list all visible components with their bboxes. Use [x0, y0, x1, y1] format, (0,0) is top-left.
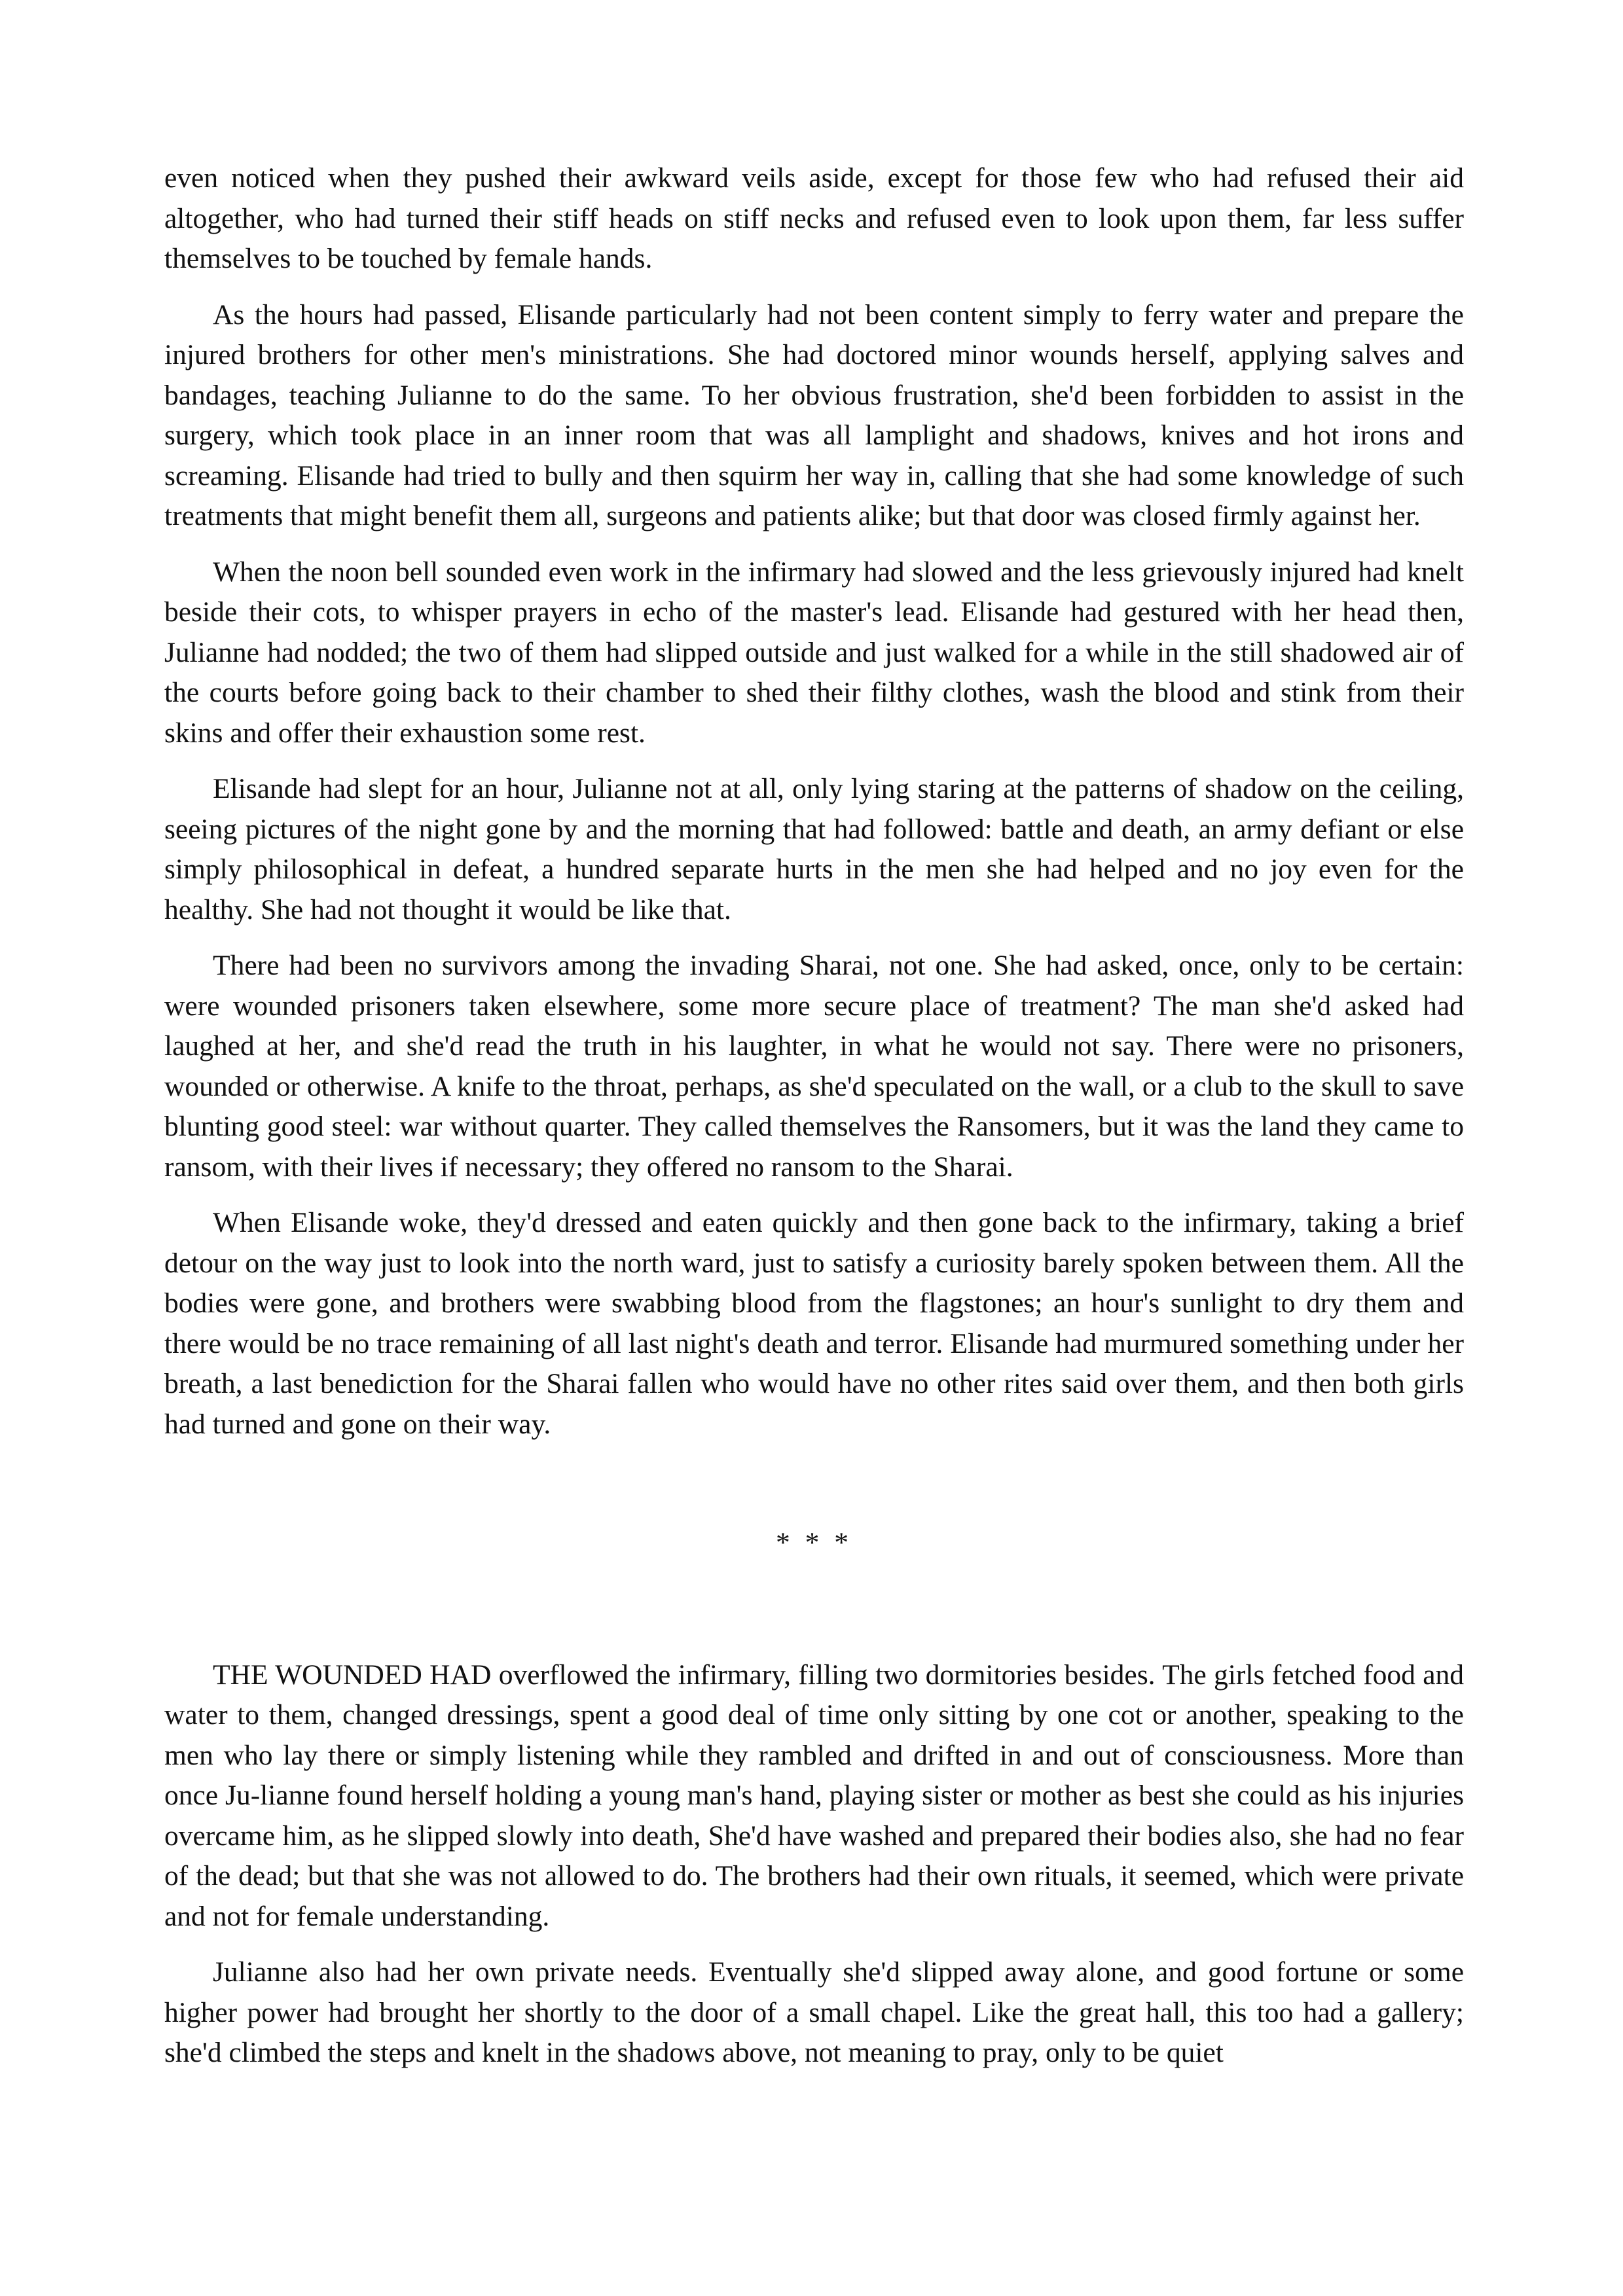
paragraph: THE WOUNDED HAD overflowed the infirmary, filling two dormitories besides. The girls fetched food and water to them, changed dressings, spent a good deal of time only sitting by one cot or another, speaking to the men who lay there or simply listening while they rambled and drifted in and out of consciousness. More than once Ju-lianne found herself holding a young man's hand, playing sister or mother as best she could as his injuries overcame him, as he slipped slowly into death, She'd have washed and prepared their bodies also, she had no fear of the dead; but that she was not allowed to do. The brothers had their own rituals, it seemed, which were private and not for female understanding. — [164, 1659, 1464, 1932]
paragraph: As the hours had passed, Elisande particularly had not been content simply to ferry water and prepare the injured brothers for other men's ministrations. She had doctored minor wounds herself, applying salves and bandages, teaching Julianne to do the same. To her obvious frustration, she'd been forbidden to assist in the surgery, which took place in an inner room that was all lamplight and shadows, knives and hot irons and screaming. Elisande had tried to bully and then squirm her way in, calling that she had some knowledge of such treatments that might benefit them all, surgeons and patients alike; but that door was closed firmly against her. — [164, 298, 1464, 531]
paragraph: even noticed when they pushed their awkward veils aside, except for those few who had refused their aid altogether, who had turned their stiff heads on stiff necks and refused even to look upon them, far less suffer themselves to be touched by female hands. — [164, 162, 1464, 274]
paragraph: Elisande had slept for an hour, Julianne not at all, only lying staring at the patterns of shadow on the ceiling, seeing pictures of the night gone by and the morning that had followed: battle and death, an army defiant or else simply philosophical in defeat, a hundred separate hurts in the men she had helped and no joy even for the healthy. She had not thought it would be like that. — [164, 773, 1464, 925]
scene-break: * * * — [776, 1527, 852, 1558]
paragraph: Julianne also had her own private needs. Eventually she'd slipped away alone, and good fortune or some higher power had brought her shortly to the door of a small chapel. Like the great hall, this too had a gallery; she'd climbed the steps and knelt in the shadows above, not meaning to pray, only to be quiet — [164, 1956, 1464, 2068]
paragraph: There had been no survivors among the invading Sharai, not one. She had asked, once, only to be certain: were wounded prisoners taken elsewhere, some more secure place of treatment? The man she'd asked had laughed at her, and she'd read the truth in his laughter, in what he would not say. There were no prisoners, wounded or otherwise. A knife to the throat, perhaps, as she'd speculated on the wall, or a club to the skull to save blunting good steel: war without quarter. They called themselves the Ransomers, but it was the land they came to ransom, with their lives if necessary; they offered no ransom to the Sharai. — [164, 950, 1464, 1183]
paragraph: When the noon bell sounded even work in the infirmary had slowed and the less grievously injured had knelt beside their cots, to whisper prayers in echo of the master's lead. Elisande had gestured with her head then, Julianne had nodded; the two of them had slipped outside and just walked for a while in the still shadowed air of the courts before going back to their chamber to shed their filthy clothes, wash the blood and stink from their skins and offer their exhaustion some rest. — [164, 556, 1464, 749]
page-body — [164, 158, 1464, 2089]
paragraph: When Elisande woke, they'd dressed and eaten quickly and then gone back to the infirmary, taking a brief detour on the way just to look into the north ward, just to satisfy a curiosity barely spoken between them. All the bodies were gone, and brothers were swabbing blood from the flagstones; an hour's sunlight to dry them and there would be no trace remaining of all last night's death and terror. Elisande had murmured something under her breath, a last benediction for the Sharai fallen who would have no other rites said over them, and then both girls had turned and gone on their way. — [164, 1207, 1464, 1440]
